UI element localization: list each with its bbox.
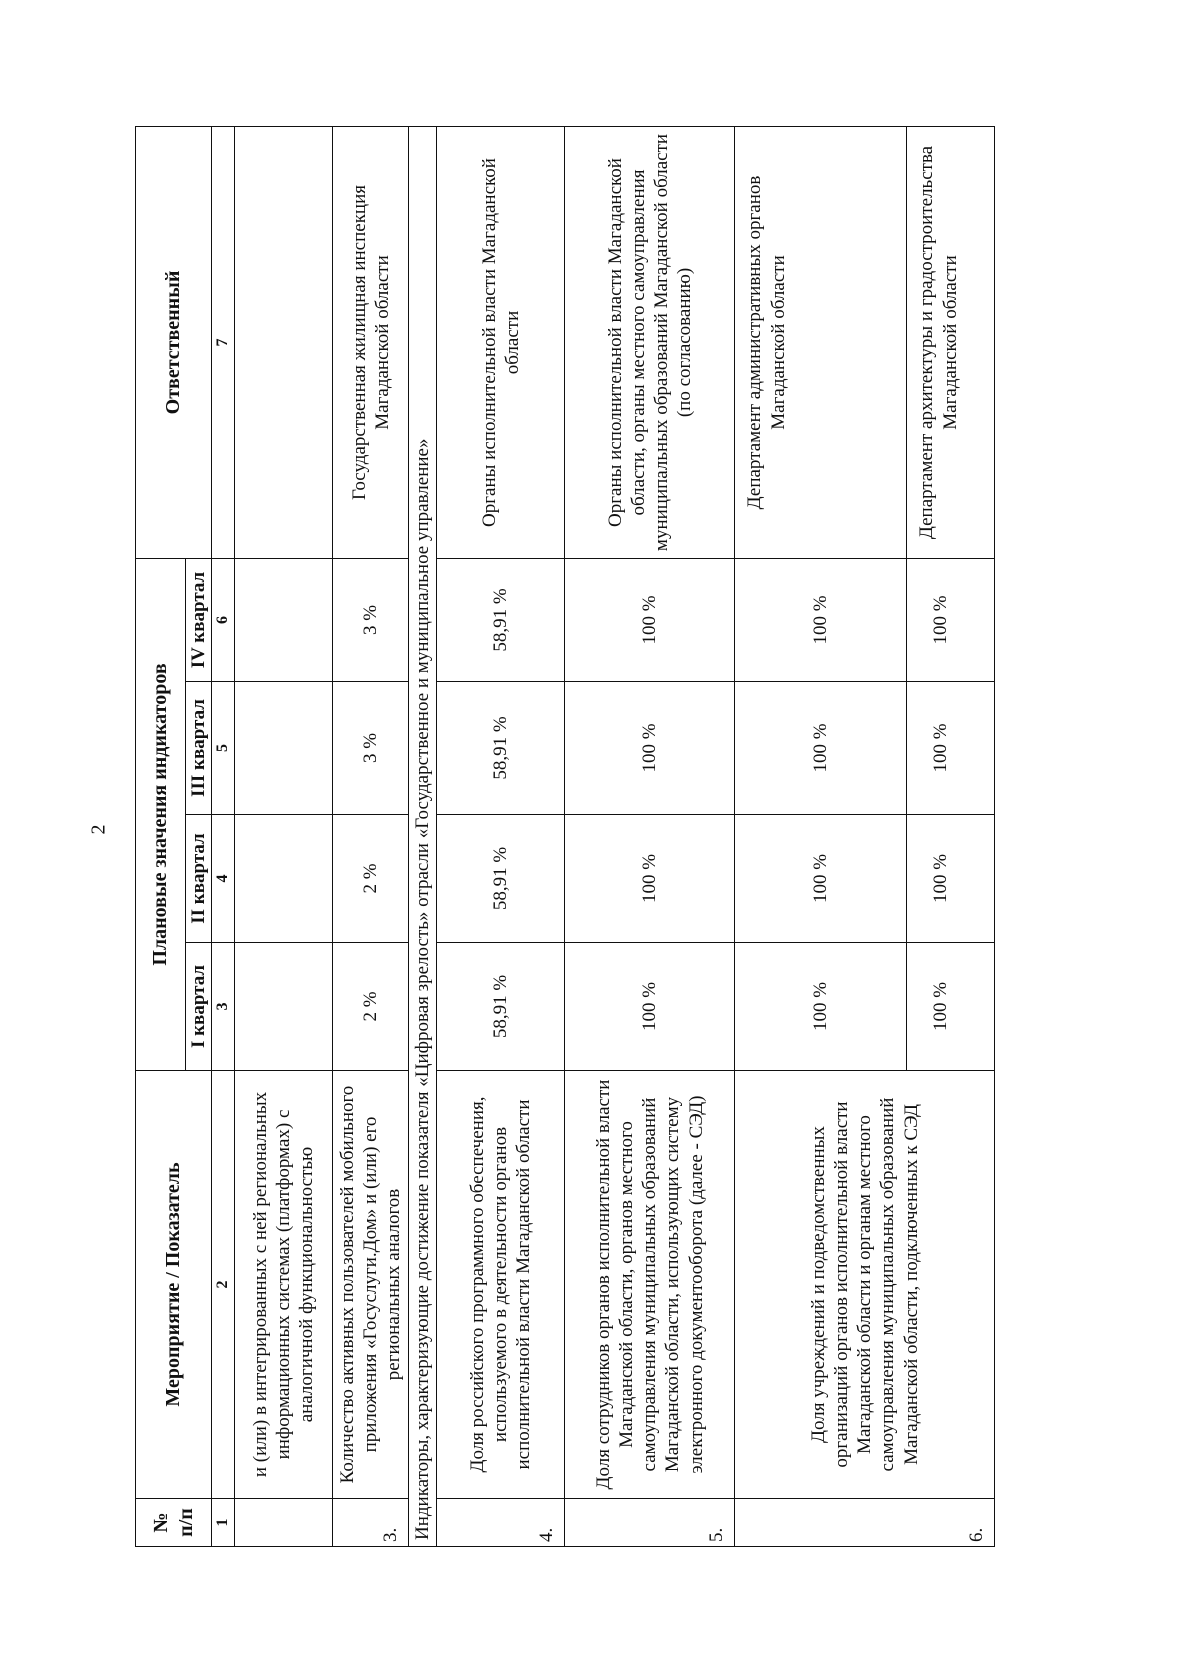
- row-q1: 100 %: [565, 943, 735, 1071]
- row-num: 6.: [735, 1499, 995, 1547]
- row-num: 4.: [437, 1499, 565, 1547]
- row-event: Количество активных пользователей мобильного приложения «Госуслуги.Дом» и (или) его региональных аналогов: [333, 1071, 409, 1499]
- row-num: 5.: [565, 1499, 735, 1547]
- row-q4: [235, 558, 333, 681]
- row-responsible: [235, 126, 333, 558]
- row-q4: 3 %: [333, 558, 409, 681]
- col-number: 7: [212, 126, 235, 558]
- row-q1: 100 %: [735, 943, 907, 1071]
- row-q3: 100 %: [735, 682, 907, 815]
- row-q1: 58,91 %: [437, 943, 565, 1071]
- row-q4: 58,91 %: [437, 558, 565, 681]
- col-number: 1: [212, 1499, 235, 1547]
- col-number: 5: [212, 682, 235, 815]
- table-row: [565, 126, 735, 1546]
- row-q3: 100 %: [907, 682, 995, 815]
- row-q1: 2 %: [333, 943, 409, 1071]
- row-event: Доля российского программного обеспечения, используемого в деятельности органов исполнительной власти Магаданской области: [437, 1071, 565, 1499]
- section-row: [409, 126, 437, 1546]
- header-q1: I квартал: [186, 943, 212, 1071]
- header-num: № п/п: [136, 1499, 212, 1547]
- row-num: 3.: [333, 1499, 409, 1547]
- row-q1: 100 %: [907, 943, 995, 1071]
- table-row: [235, 126, 333, 1546]
- header-q2: II квартал: [186, 815, 212, 943]
- row-q3: [235, 682, 333, 815]
- table-row: [333, 126, 409, 1546]
- indicators-table: [135, 126, 995, 1547]
- row-q2: 2 %: [333, 815, 409, 943]
- section-title: Индикаторы, характеризующие достижение показателя «Цифровая зрелость» отрасли «Государственное и муниципальное управление»: [409, 126, 437, 1546]
- col-number: 3: [212, 943, 235, 1071]
- column-numbers-row: [212, 126, 235, 1546]
- row-responsible: Департамент архитектуры и градостроительства Магаданской области: [907, 126, 995, 558]
- col-number: 6: [212, 558, 235, 681]
- row-event: и (или) в интегрированных с ней региональных информационных системах (платформах) с аналогичной функциональностью: [235, 1071, 333, 1499]
- table-row: [437, 126, 565, 1546]
- row-q2: 100 %: [565, 815, 735, 943]
- rotated-table-container: [135, 127, 1200, 1547]
- row-responsible: Государственная жилищная инспекция Магаданской области: [333, 126, 409, 558]
- row-q4: 100 %: [907, 558, 995, 681]
- header-row-1: [136, 126, 186, 1546]
- header-plan: Плановые значения индикаторов: [136, 558, 186, 1070]
- header-q4: IV квартал: [186, 558, 212, 681]
- header-q3: III квартал: [186, 682, 212, 815]
- row-q2: 100 %: [735, 815, 907, 943]
- row-q3: 100 %: [565, 682, 735, 815]
- row-q4: 100 %: [735, 558, 907, 681]
- row-responsible: Департамент административных органов Магаданской области: [735, 126, 907, 558]
- col-number: 2: [212, 1071, 235, 1499]
- row-event: Доля сотрудников органов исполнительной власти Магаданской области, органов местного самоуправления муниципальных образований Магаданской области, использующих систему электронного документооборота (далее - СЭД): [565, 1071, 735, 1499]
- row-responsible: Органы исполнительной власти Магаданской области, органы местного самоуправления муниципальных образований Магаданской области (по согласованию): [565, 126, 735, 558]
- row-responsible: Органы исполнительной власти Магаданской области: [437, 126, 565, 558]
- row-q3: 3 %: [333, 682, 409, 815]
- row-q2: 58,91 %: [437, 815, 565, 943]
- row-q2: [235, 815, 333, 943]
- row-q4: 100 %: [565, 558, 735, 681]
- table-row: [735, 126, 907, 1546]
- row-q2: 100 %: [907, 815, 995, 943]
- col-number: 4: [212, 815, 235, 943]
- row-event: Доля учреждений и подведомственных организаций органов исполнительной власти Магаданской области и органам местного самоуправления муниципальных образований Магаданской области, подключенных к СЭД: [735, 1071, 995, 1499]
- header-event: Мероприятие / Показатель: [136, 1071, 212, 1499]
- header-responsible: Ответственный: [136, 126, 212, 558]
- row-num: [235, 1499, 333, 1547]
- page-number: 2: [87, 824, 110, 835]
- row-q1: [235, 943, 333, 1071]
- row-q3: 58,91 %: [437, 682, 565, 815]
